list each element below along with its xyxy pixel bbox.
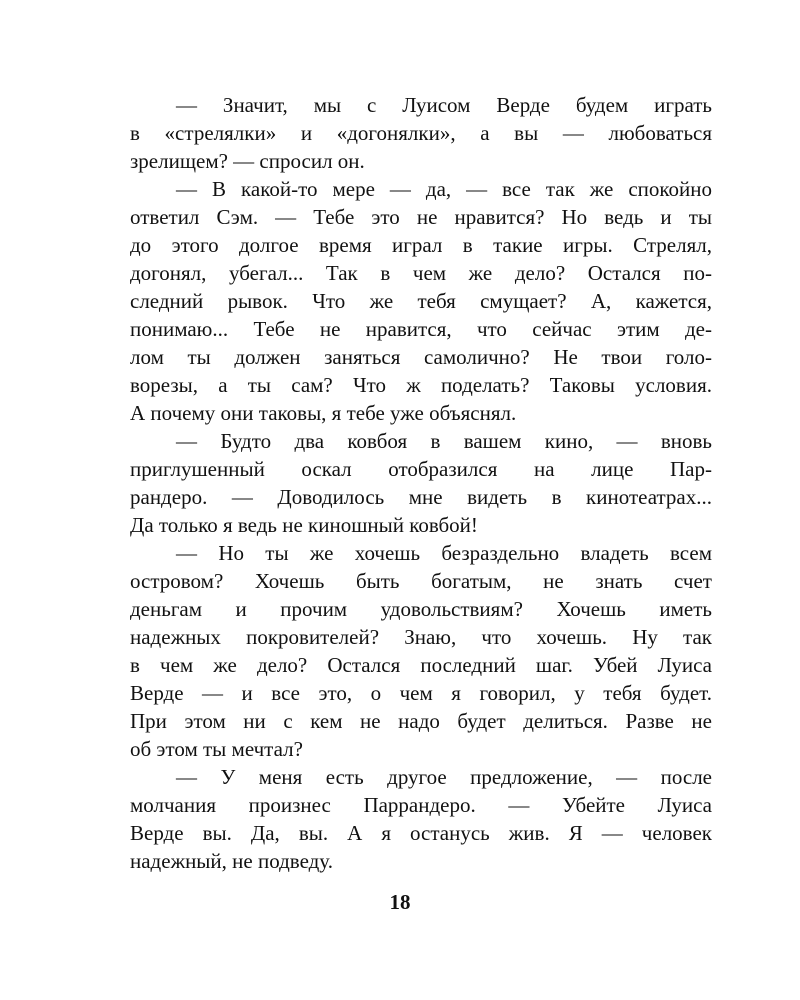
text-line: ворезы, а ты сам? Что ж поделать? Таковы условия. bbox=[130, 373, 712, 397]
text-line: до этого долгое время играл в такие игры. Стрелял, bbox=[130, 233, 712, 257]
text-line: деньгам и прочим удовольствиям? Хочешь иметь bbox=[130, 597, 712, 621]
paragraph-3 bbox=[130, 427, 712, 539]
text-line: Верде — и все это, о чем я говорил, у тебя будет. bbox=[130, 681, 712, 705]
paragraph-4 bbox=[130, 539, 712, 763]
text-line: понимаю... Тебе не нравится, что сейчас этим де- bbox=[130, 317, 712, 341]
text-line: молчания произнес Паррандеро. — Убейте Луиса bbox=[130, 793, 712, 817]
text-line: в «стрелялки» и «догонялки», а вы — любоваться bbox=[130, 121, 712, 145]
text-line: зрелищем? — спросил он. bbox=[130, 149, 365, 173]
text-line: островом? Хочешь быть богатым, не знать счет bbox=[130, 569, 712, 593]
text-line: ответил Сэм. — Тебе это не нравится? Но ведь и ты bbox=[130, 205, 712, 229]
page-number: 18 bbox=[389, 890, 411, 914]
text-line: — Значит, мы с Луисом Верде будем играть bbox=[176, 93, 712, 117]
text-line: об этом ты мечтал? bbox=[130, 737, 303, 761]
text-line: При этом ни с кем не надо будет делиться. Разве не bbox=[130, 709, 712, 733]
text-line: лом ты должен заняться самолично? Не твои голо- bbox=[130, 345, 712, 369]
text-line: — Но ты же хочешь безраздельно владеть всем bbox=[176, 541, 712, 565]
body-text bbox=[130, 91, 712, 875]
paragraph-2 bbox=[130, 175, 712, 427]
text-line: следний рывок. Что же тебя смущает? А, кажется, bbox=[130, 289, 712, 313]
paragraph-5 bbox=[130, 763, 712, 875]
text-line: — У меня есть другое предложение, — после bbox=[176, 765, 712, 789]
text-line: Верде вы. Да, вы. А я останусь жив. Я — человек bbox=[130, 821, 712, 845]
text-line: А почему они таковы, я тебе уже объяснял. bbox=[130, 401, 517, 425]
text-line: в чем же дело? Остался последний шаг. Убей Луиса bbox=[130, 653, 712, 677]
text-line: Да только я ведь не киношный ковбой! bbox=[130, 513, 478, 537]
text-line: — В какой-то мере — да, — все так же спокойно bbox=[176, 177, 712, 201]
text-line: надежных покровителей? Знаю, что хочешь. Ну так bbox=[130, 625, 712, 649]
text-line: рандеро. — Доводилось мне видеть в кинотеатрах... bbox=[130, 485, 712, 509]
text-line: — Будто два ковбоя в вашем кино, — вновь bbox=[176, 429, 712, 453]
text-line: надежный, не подведу. bbox=[130, 849, 333, 873]
paragraph-1 bbox=[130, 91, 712, 175]
text-line: приглушенный оскал отобразился на лице Пар- bbox=[130, 457, 712, 481]
text-line: догонял, убегал... Так в чем же дело? Остался по- bbox=[130, 261, 712, 285]
